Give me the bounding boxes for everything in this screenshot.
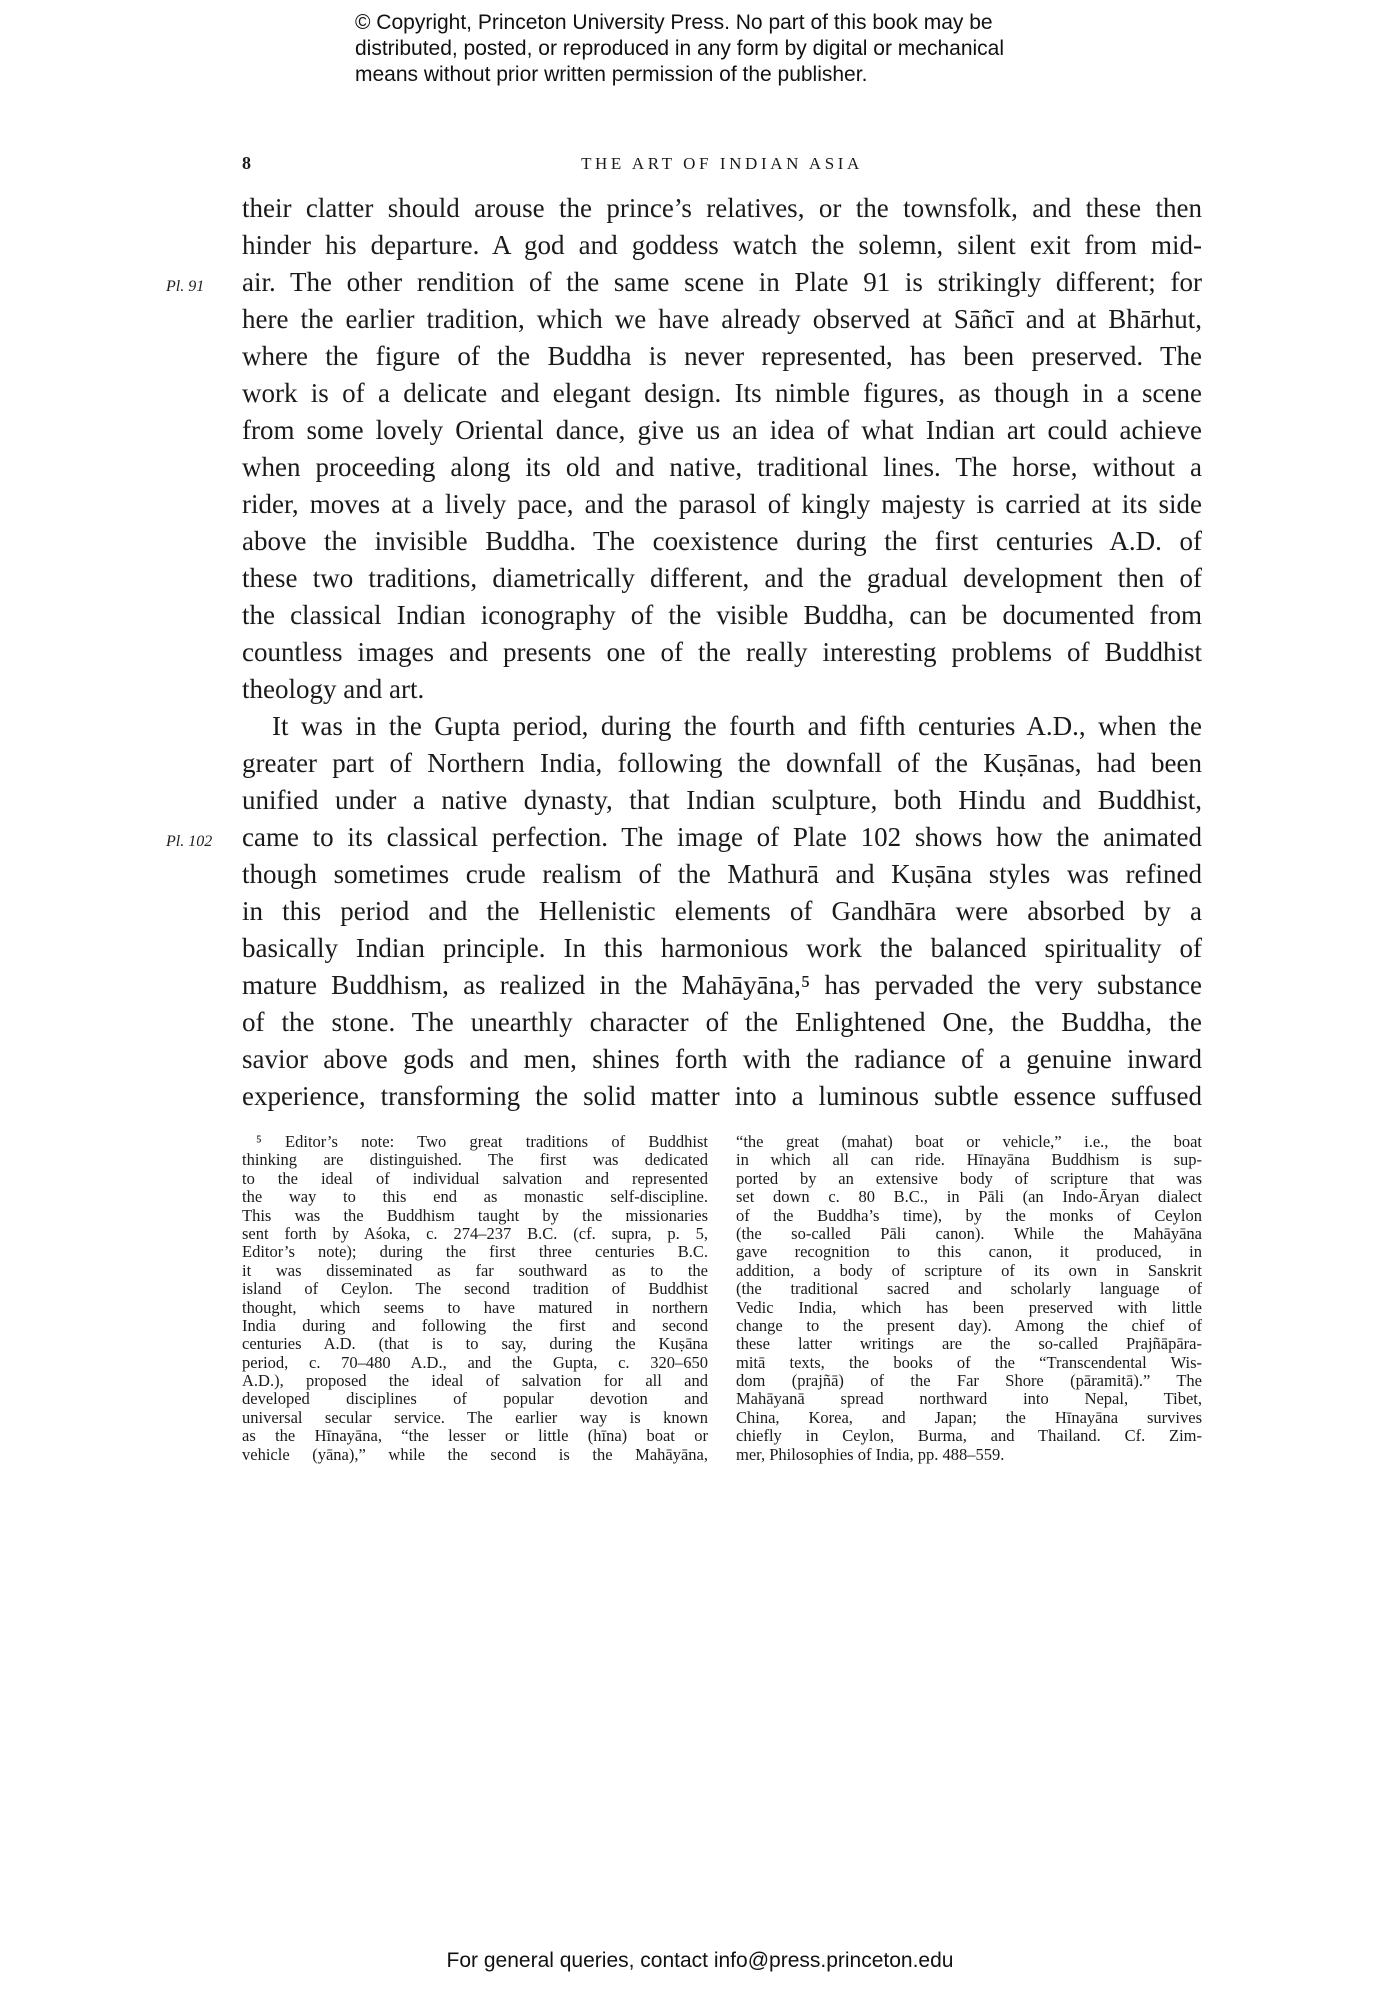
footnote-column-right bbox=[736, 1133, 1202, 1464]
footnote-line: vehicle (yāna),” while the second is the Mahāyāna, bbox=[242, 1444, 708, 1464]
footnote-line: Vedic India, which has been preserved with little bbox=[736, 1297, 1202, 1317]
body-line: when proceeding along its old and native, traditional lines. The horse, without a bbox=[242, 452, 1202, 482]
body-line: of the stone. The unearthly character of the Enlightened One, the Buddha, the bbox=[242, 1007, 1202, 1037]
body-line: work is of a delicate and elegant design. Its nimble figures, as though in a scene bbox=[242, 378, 1202, 408]
footnote-line: gave recognition to this canon, it produced, in bbox=[736, 1242, 1202, 1262]
footnote-line: Editor’s note); during the first three centuries B.C. bbox=[242, 1242, 708, 1262]
body-line: air. The other rendition of the same scene in Plate 91 is strikingly different; for bbox=[242, 267, 1202, 297]
running-head: THE ART OF INDIAN ASIA bbox=[581, 154, 863, 173]
copyright-notice bbox=[355, 10, 1115, 88]
footnote-line: “the great (mahat) boat or vehicle,” i.e., the boat bbox=[736, 1132, 1202, 1151]
body-line: from some lovely Oriental dance, give us an idea of what Indian art could achieve bbox=[242, 415, 1202, 445]
body-line: greater part of Northern India, following the downfall of the Kuṣānas, had been bbox=[242, 748, 1202, 778]
footnote-line: This was the Buddhism taught by the missionaries bbox=[242, 1205, 708, 1225]
body-line: experience, transforming the solid matter into a luminous subtle essence suffused bbox=[242, 1081, 1202, 1111]
footnote-line: thought, which seems to have matured in northern bbox=[242, 1297, 708, 1317]
footnote-line: addition, a body of scripture of its own in Sanskrit bbox=[736, 1260, 1202, 1280]
body-line: mature Buddhism, as realized in the Mahāyāna,⁵ has pervaded the very substance bbox=[242, 970, 1202, 1000]
body-line: above the invisible Buddha. The coexistence during the first centuries A.D. of bbox=[242, 526, 1202, 556]
body-line: savior above gods and men, shines forth with the radiance of a genuine inward bbox=[242, 1044, 1202, 1074]
body-line: in this period and the Hellenistic elements of Gandhāra were absorbed by a bbox=[242, 896, 1202, 926]
footnote-line: set down c. 80 B.C., in Pāli (an Indo-Āryan dialect bbox=[736, 1187, 1202, 1207]
body-line: though sometimes crude realism of the Mathurā and Kuṣāna styles was refined bbox=[242, 859, 1202, 889]
margin-note-plate-102: Pl. 102 bbox=[166, 833, 213, 850]
footnote-line: it was disseminated as far southward as to the bbox=[242, 1260, 708, 1280]
page-number: 8 bbox=[242, 153, 251, 173]
footnote-line: (the so-called Pāli canon). While the Mahāyāna bbox=[736, 1223, 1202, 1243]
copyright-line: distributed, posted, or reproduced in any form by digital or mechanical bbox=[355, 37, 1005, 60]
margin-note-plate-91: Pl. 91 bbox=[166, 278, 205, 295]
footnote-line: chiefly in Ceylon, Burma, and Thailand. Cf. Zim- bbox=[736, 1426, 1202, 1446]
body-line: rider, moves at a lively pace, and the parasol of kingly majesty is carried at its side bbox=[242, 489, 1202, 519]
footnote-line: universal secular service. The earlier way is known bbox=[242, 1407, 708, 1427]
body-line: these two traditions, diametrically different, and the gradual development then of bbox=[242, 563, 1202, 593]
footnote-line: developed disciplines of popular devotion and bbox=[242, 1389, 708, 1409]
footnote-line: mitā texts, the books of the “Transcendental Wis- bbox=[736, 1352, 1202, 1372]
body-line: countless images and presents one of the really interesting problems of Buddhist bbox=[242, 637, 1202, 667]
footnote-line: sent forth by Aśoka, c. 274–237 B.C. (cf. supra, p. 5, bbox=[242, 1223, 708, 1243]
body-line: It was in the Gupta period, during the fourth and fifth centuries A.D., when the bbox=[272, 711, 1202, 741]
footnote-line: mer, Philosophies of India, pp. 488–559. bbox=[736, 1444, 1005, 1464]
footnote-line: in which all can ride. Hīnayāna Buddhism is sup- bbox=[736, 1150, 1202, 1170]
body-line: basically Indian principle. In this harmonious work the balanced spirituality of bbox=[242, 933, 1202, 963]
footnote-line: (the traditional sacred and scholarly language of bbox=[736, 1279, 1202, 1299]
footnote-line: centuries A.D. (that is to say, during the Kuṣāna bbox=[242, 1334, 708, 1354]
footnote-column-left bbox=[242, 1133, 708, 1464]
body-line: the classical Indian iconography of the visible Buddha, can be documented from bbox=[242, 600, 1202, 630]
footnote-line: these latter writings are the so-called Prajñāpāra- bbox=[736, 1334, 1202, 1354]
footnote-line: Mahāyanā spread northward into Nepal, Tibet, bbox=[736, 1389, 1202, 1409]
footnote-line: dom (prajñā) of the Far Shore (pāramitā).” The bbox=[736, 1371, 1202, 1391]
footnote-line: the way to this end as monastic self-discipline. bbox=[242, 1187, 708, 1207]
copyright-line: © Copyright, Princeton University Press. No part of this book may be bbox=[355, 11, 993, 34]
footnote-line: thinking are distinguished. The first was dedicated bbox=[242, 1150, 708, 1170]
footnote-line: ⁵ Editor’s note: Two great traditions of Buddhist bbox=[256, 1132, 708, 1151]
footnote-line: to the ideal of individual salvation and represented bbox=[242, 1168, 708, 1188]
body-line: came to its classical perfection. The image of Plate 102 shows how the animated bbox=[242, 822, 1202, 852]
body-line: hinder his departure. A god and goddess watch the solemn, silent exit from mid- bbox=[242, 230, 1202, 260]
footnote-line: ported by an extensive body of scripture that was bbox=[736, 1168, 1202, 1188]
copyright-line: means without prior written permission of the publisher. bbox=[355, 63, 868, 86]
footnotes bbox=[242, 1133, 1202, 1464]
footnote-line: island of Ceylon. The second tradition of Buddhist bbox=[242, 1279, 708, 1299]
body-line: their clatter should arouse the prince’s relatives, or the townsfolk, and these then bbox=[242, 193, 1202, 223]
footnote-line: as the Hīnayāna, “the lesser or little (hīna) boat or bbox=[242, 1426, 708, 1446]
footnote-line: A.D.), proposed the ideal of salvation for all and bbox=[242, 1371, 708, 1391]
body-line: theology and art. bbox=[242, 674, 425, 704]
body-line: where the figure of the Buddha is never represented, has been preserved. The bbox=[242, 341, 1202, 371]
footnote-line: India during and following the first and second bbox=[242, 1315, 708, 1335]
body-line: here the earlier tradition, which we have already observed at Sāñcī and at Bhārhut, bbox=[242, 304, 1202, 334]
footer-contact: For general queries, contact info@press.princeton.edu bbox=[446, 1949, 954, 1972]
footnote-line: of the Buddha’s time), by the monks of Ceylon bbox=[736, 1205, 1202, 1225]
body-text bbox=[242, 190, 1202, 1115]
footnote-line: period, c. 70–480 A.D., and the Gupta, c. 320–650 bbox=[242, 1352, 708, 1372]
footnote-line: change to the present day). Among the chief of bbox=[736, 1315, 1202, 1335]
footnote-line: China, Korea, and Japan; the Hīnayāna survives bbox=[736, 1407, 1202, 1427]
body-line: unified under a native dynasty, that Indian sculpture, both Hindu and Buddhist, bbox=[242, 785, 1202, 815]
